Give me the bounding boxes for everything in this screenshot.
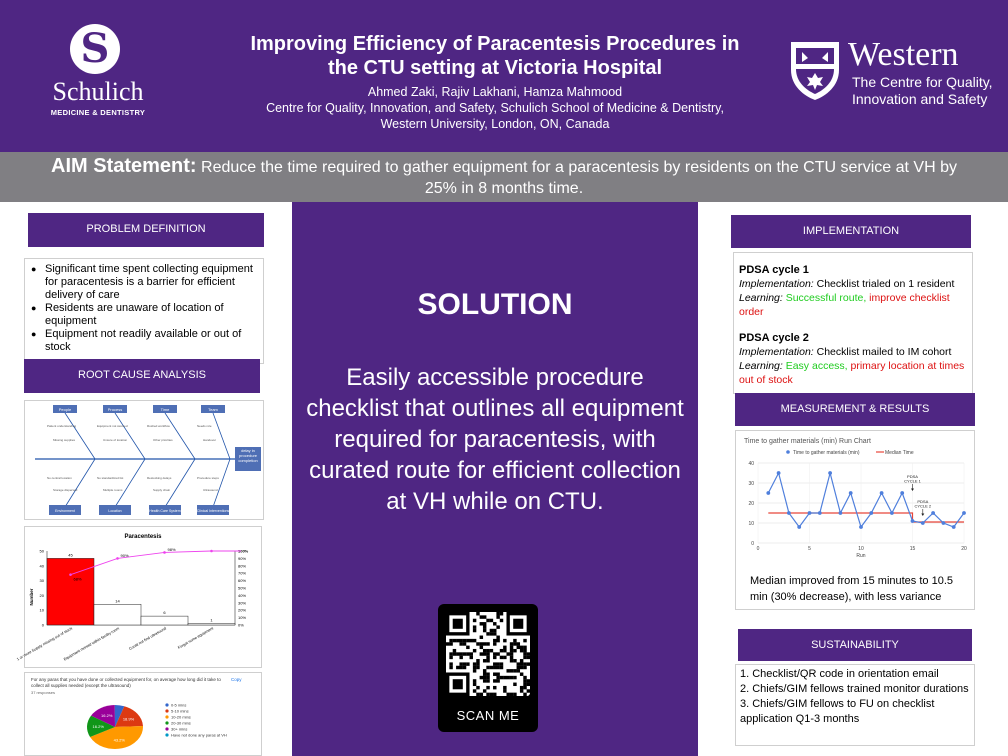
cycle2-learn-negative: primary location at times out of stock	[739, 360, 965, 386]
run-point	[911, 519, 915, 523]
cycle2-impl-text: Checklist mailed to IM cohort	[813, 346, 952, 358]
pie-legend-label: 20-30 mins	[171, 720, 191, 726]
cycle1-learn-negative: improve checklist order	[739, 292, 950, 318]
cycle2-learn-positive: Easy access,	[782, 360, 848, 372]
pareto-chart-box	[16, 526, 262, 668]
cycle1-learn-positive: Successful route,	[782, 292, 867, 304]
run-point	[859, 525, 863, 529]
run-point	[900, 491, 904, 495]
run-x-tick: 10	[858, 546, 864, 552]
fishbone-category: Environment	[55, 509, 75, 513]
run-point	[921, 521, 925, 525]
qr-code-icon	[446, 612, 530, 696]
pareto-left-tick: 10	[39, 607, 44, 613]
pareto-bar-label: 1	[210, 617, 213, 623]
run-point	[787, 511, 791, 515]
pareto-title: Paracentesis	[124, 534, 162, 540]
problem-definition-box	[24, 258, 264, 364]
root-cause-heading: ROOT CAUSE ANALYSIS	[24, 359, 260, 393]
aim-text: Reduce the time required to gather equipment for a paracentesis by residents on the CTU service at VH by 25% in 8 months time.	[196, 159, 957, 197]
poster-authors: Ahmed Zaki, Rajiv Lakhani, Hamza Mahmood	[367, 85, 623, 99]
pareto-ylabel: Number	[29, 588, 34, 606]
pareto-bar	[141, 616, 188, 625]
cycle1-impl-label: Implementation:	[739, 278, 814, 290]
pareto-left-tick: 40	[39, 563, 44, 569]
results-summary: Median improved from 15 minutes to 10.5 min (30% decrease), with less variance	[750, 575, 953, 603]
pie-slice-label: 16.2%	[101, 713, 113, 719]
pie-legend-label: Have not done any paras at VH	[171, 732, 227, 738]
sustainability-item: 2. Chiefs/GIM fellows trained monitor durations	[740, 683, 969, 695]
sustainability-item: 1. Checklist/QR code in orientation email	[740, 668, 939, 680]
pareto-category-label: Forgot some equipment	[177, 626, 214, 650]
run-point	[880, 491, 884, 495]
run-annotation-arrowhead	[911, 489, 914, 492]
run-y-tick: 30	[748, 481, 754, 487]
pie-legend-marker	[165, 703, 168, 706]
run-annotation: PDSA	[907, 474, 918, 479]
pareto-category-label: 1 or more Supply missing out of stock	[16, 626, 73, 662]
cycle1-learn-label: Learning:	[739, 292, 783, 304]
run-point	[828, 471, 832, 475]
poster-header	[0, 0, 1008, 152]
svg-text:Patient understanding: Patient understanding	[47, 424, 77, 428]
run-point	[890, 511, 894, 515]
schulich-wordmark: Schulich	[52, 77, 144, 106]
schulich-subtitle: MEDICINE & DENTISTRY	[50, 108, 146, 117]
run-point	[777, 471, 781, 475]
run-point	[766, 491, 770, 495]
survey-responses: 37 responses	[31, 690, 56, 695]
svg-text:Rushed workflow: Rushed workflow	[147, 424, 170, 428]
pdsa-cycle-2-title: PDSA cycle 2	[739, 332, 809, 344]
fishbone-category: People	[58, 407, 72, 412]
svg-text:Restocking delays: Restocking delays	[147, 476, 172, 480]
pareto-cumulative-point	[210, 550, 213, 553]
pie-slice-label: 16.2%	[92, 724, 104, 730]
pareto-right-tick: 80%	[238, 563, 247, 569]
western-logo	[786, 36, 1006, 116]
run-point	[952, 525, 956, 529]
pareto-bar-label: 14	[115, 598, 120, 604]
pareto-bar-label: 6	[163, 610, 166, 616]
pareto-left-tick: 30	[39, 578, 44, 584]
problem-item: ● Equipment not readily available or out of stock	[31, 328, 259, 354]
fishbone-category: Process	[107, 407, 123, 412]
run-annotation-arrowhead	[921, 514, 924, 517]
cycle1-impl-text: Checklist trialed on 1 resident	[813, 278, 955, 290]
pie-legend-label: 5-10 mins	[171, 708, 189, 714]
pareto-cumulative-label: 98%	[167, 546, 176, 552]
run-legend-label: Median Time	[885, 450, 914, 456]
pareto-right-tick: 0%	[238, 622, 244, 628]
pareto-right-tick: 70%	[238, 570, 247, 576]
pareto-cumulative-label: 90%	[120, 552, 129, 558]
pie-legend-marker	[165, 733, 168, 736]
pareto-cumulative-label: 68%	[73, 576, 82, 582]
run-annotation: CYCLE 2	[914, 503, 932, 509]
pareto-right-tick: 20%	[238, 607, 247, 613]
pareto-cumulative-point	[69, 573, 72, 576]
cycle2-impl-label: Implementation:	[739, 346, 814, 358]
pareto-cumulative-point	[163, 551, 166, 554]
problem-definition-heading: PROBLEM DEFINITION	[28, 213, 264, 247]
pareto-right-tick: 40%	[238, 592, 247, 598]
pie-legend-marker	[165, 721, 168, 724]
pareto-left-tick: 20	[39, 592, 44, 598]
svg-text:Procedure steps: Procedure steps	[197, 476, 219, 480]
schulich-emblem-letter: S	[80, 25, 110, 72]
poster-affiliation-line-1: Centre for Quality, Innovation, and Safety, Schulich School of Medicine & Dentistry,	[266, 101, 724, 115]
cycle2-learn-label: Learning:	[739, 360, 783, 372]
run-point	[942, 521, 946, 525]
fishbone-category: Health Care System	[149, 509, 181, 513]
solution-text: Easily accessible procedure checklist that outlines all equipment required for paracentesis, with curated route for efficient collection at VH while on CTU.	[306, 364, 684, 515]
aim-label: AIM Statement:	[51, 155, 197, 177]
survey-question: For any paras that you have done or collected equipment for, on average how long did it take to collect all supplies needed (except the ultrasound)	[31, 677, 221, 688]
run-point	[931, 511, 935, 515]
svg-text:No central location: No central location	[47, 476, 72, 480]
run-xlabel: Run	[856, 553, 866, 559]
run-x-tick: 0	[756, 546, 760, 552]
fishbone-category: Team	[208, 407, 218, 412]
pareto-right-tick: 90%	[238, 555, 247, 561]
fishbone-head-label: delay in procedure completion	[238, 448, 258, 463]
pareto-bar	[47, 558, 94, 625]
poster-affiliation-line-2: Western University, London, ON, Canada	[380, 117, 610, 131]
svg-text:Multiple rooms: Multiple rooms	[103, 488, 123, 492]
western-wordmark: Western	[848, 36, 959, 73]
svg-text:Unsure of location: Unsure of location	[103, 438, 128, 442]
qr-scan-label: SCAN ME	[456, 708, 520, 723]
run-point	[962, 511, 966, 515]
run-annotation: PDSA	[917, 499, 929, 504]
poster-title-line-2: the CTU setting at Victoria Hospital	[327, 57, 663, 79]
pareto-chart	[16, 527, 261, 667]
pareto-left-tick: 0	[41, 622, 44, 628]
run-point	[818, 511, 822, 515]
run-series-line	[768, 473, 964, 527]
pie-legend-marker	[165, 727, 168, 730]
run-point	[839, 511, 843, 515]
svg-text:Handover: Handover	[203, 438, 217, 442]
svg-text:Other priorities: Other priorities	[153, 438, 173, 442]
pareto-bar	[94, 604, 141, 625]
schulich-logo	[48, 24, 148, 124]
run-point	[808, 511, 812, 515]
title-block	[200, 32, 790, 132]
implementation-box	[733, 252, 973, 394]
survey-copy-button[interactable]: Copy	[231, 677, 242, 682]
pareto-bar-label: 45	[68, 552, 73, 558]
pie-slice-label: 18.9%	[122, 716, 135, 722]
pie-legend-marker	[165, 709, 168, 712]
survey-box	[24, 672, 262, 756]
implementation-heading: IMPLEMENTATION	[731, 215, 971, 248]
sustainability-box	[735, 664, 975, 746]
fishbone-category: Location	[108, 509, 122, 513]
pie-slice-label: 43.2%	[113, 737, 125, 743]
pareto-right-tick: 60%	[238, 578, 247, 584]
pareto-cumulative-line	[71, 551, 242, 575]
pareto-right-tick: 50%	[238, 585, 247, 591]
pareto-category-label: Could not find ultrasound	[128, 626, 167, 651]
svg-text:Missing supplies: Missing supplies	[53, 438, 76, 442]
solution-heading: SOLUTION	[417, 288, 573, 321]
run-x-tick: 5	[808, 546, 811, 552]
svg-text:Supply chain: Supply chain	[153, 488, 171, 492]
run-point	[869, 511, 873, 515]
run-annotation: CYCLE 1	[904, 478, 921, 484]
run-legend-label: Time to gather materials (min)	[793, 450, 860, 456]
survey-pie-chart	[25, 693, 261, 755]
problem-list	[25, 259, 263, 354]
pareto-cumulative-point	[116, 557, 119, 560]
pareto-right-tick: 30%	[238, 600, 247, 606]
svg-text:Equipment not stocked: Equipment not stocked	[97, 424, 128, 428]
pareto-bar	[188, 624, 235, 625]
run-x-tick: 20	[961, 546, 967, 552]
qr-code-card[interactable]	[438, 604, 538, 732]
run-y-tick: 20	[748, 501, 754, 507]
pie-legend-label: 30+ mins	[171, 726, 188, 732]
run-point	[797, 525, 801, 529]
run-chart-title: Time to gather materials (min) Run Chart	[744, 438, 871, 445]
svg-text:Storage dispersed: Storage dispersed	[53, 488, 78, 492]
sustainability-item: 3. Chiefs/GIM fellows to FU on checklist application Q1-3 months	[740, 698, 935, 725]
fishbone-top-categories	[53, 405, 225, 413]
pareto-right-tick: 100%	[238, 548, 249, 554]
run-y-tick: 10	[748, 521, 754, 527]
poster-title-line-1: Improving Efficiency of Paracentesis Procedures in	[250, 33, 740, 55]
pareto-category-label: Equipment missed within facility room	[63, 626, 120, 662]
fishbone-box	[24, 400, 264, 520]
run-legend-marker	[786, 450, 790, 454]
solution-panel	[292, 202, 698, 756]
measurement-heading: MEASUREMENT & RESULTS	[735, 393, 975, 426]
pie-legend-marker	[165, 715, 168, 718]
problem-item: ● Significant time spent collecting equipment for paracentesis is a barrier for efficient delivery of care	[31, 263, 259, 302]
fishbone-bottom-categories	[49, 505, 229, 515]
svg-text:No standardized list: No standardized list	[97, 476, 124, 480]
run-y-tick: 40	[748, 461, 754, 467]
pdsa-cycle-1-title: PDSA cycle 1	[739, 264, 809, 276]
fishbone-category: Clinical Interventions	[196, 509, 230, 513]
run-y-tick: 0	[751, 541, 754, 547]
run-chart	[736, 431, 974, 561]
svg-text:Ultrasound: Ultrasound	[203, 488, 218, 492]
pareto-left-tick: 50	[39, 548, 44, 554]
western-subtitle-line-1: The Centre for Quality,	[852, 74, 993, 90]
pie-legend-label: 10-20 mins	[171, 714, 191, 720]
sustainability-heading: SUSTAINABILITY	[738, 629, 972, 661]
western-crest-icon	[788, 40, 842, 102]
run-x-tick: 15	[909, 546, 916, 552]
aim-statement	[0, 152, 1008, 202]
problem-item: ● Residents are unaware of location of equipment	[31, 302, 259, 328]
pareto-right-tick: 10%	[238, 615, 247, 621]
pie-legend-label: 0-5 mins	[171, 702, 187, 708]
fishbone-category: Time	[160, 407, 170, 412]
run-point	[849, 491, 853, 495]
fishbone-diagram	[25, 401, 263, 519]
measurement-box	[735, 430, 975, 610]
svg-text:Needs role: Needs role	[197, 424, 212, 428]
western-subtitle-line-2: Innovation and Safety	[852, 91, 988, 107]
